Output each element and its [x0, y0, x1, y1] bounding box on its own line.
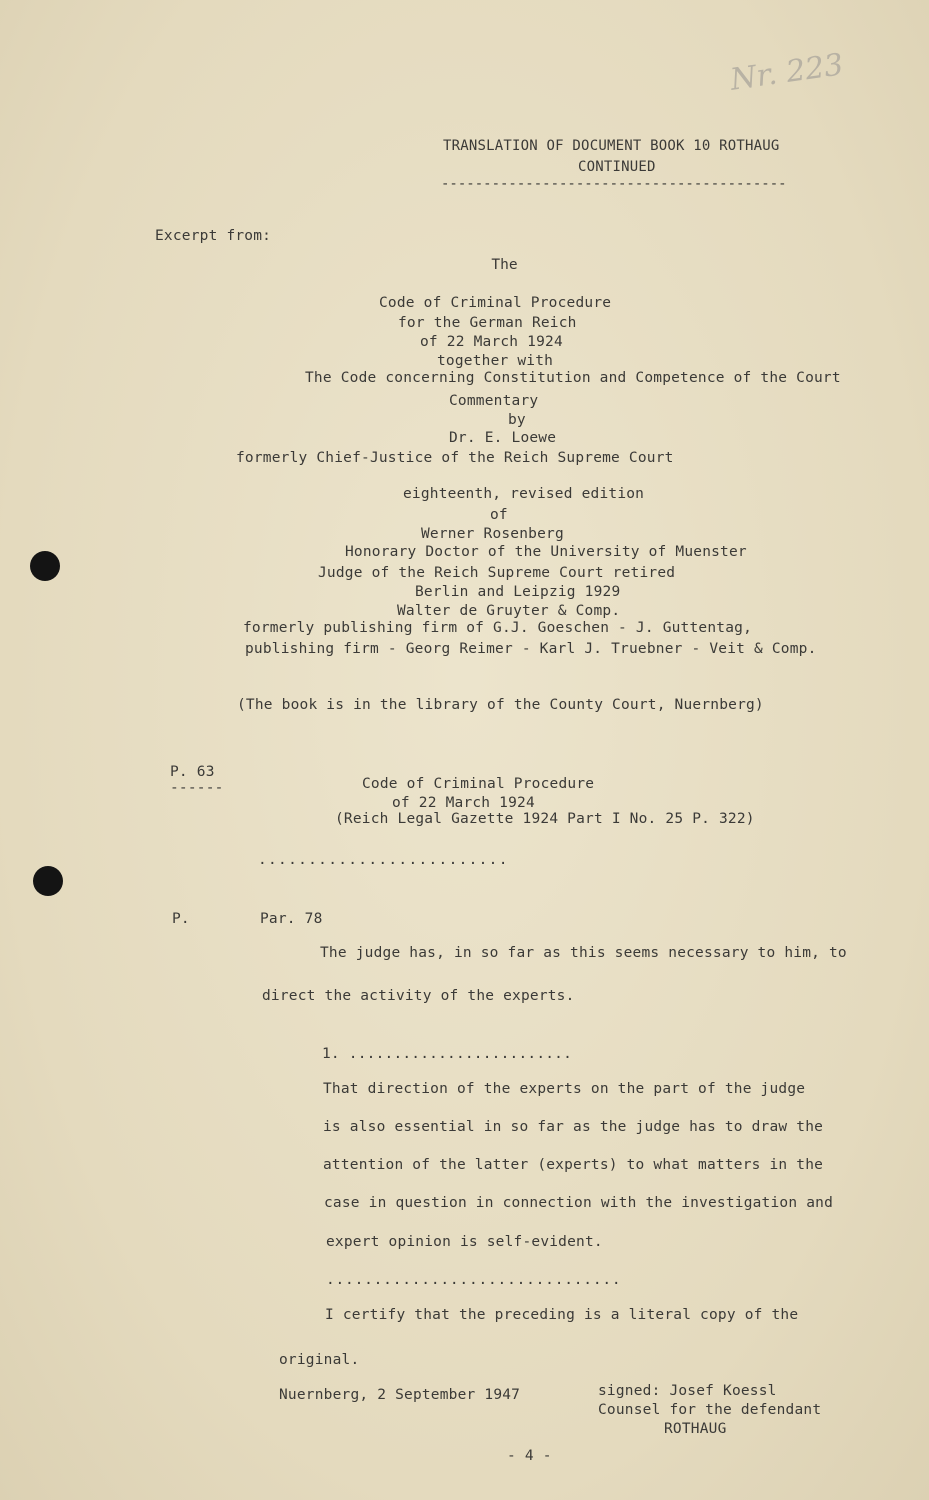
edition-line-editor: Werner Rosenberg: [421, 526, 564, 542]
title-line-together: together with: [437, 353, 554, 369]
certification-line2: original.: [279, 1352, 360, 1368]
title-the: The: [491, 257, 518, 273]
punch-hole-top: [30, 551, 60, 581]
p63-line-date: of 22 March 1924: [392, 795, 535, 811]
note-1-line4: case in question in connection with the investigation and: [324, 1195, 833, 1211]
title-line-by: by: [508, 412, 526, 428]
header-continued: CONTINUED: [578, 159, 656, 175]
note-1-line3: attention of the latter (experts) to what matters in the: [323, 1157, 824, 1173]
note-1-line2: is also essential in so far as the judge has to draw the: [323, 1119, 824, 1135]
title-line-formerly: formerly Chief-Justice of the Reich Supreme Court: [236, 450, 674, 466]
ellipsis-row-1: .........................: [258, 852, 509, 868]
note-1-label: 1. .........................: [322, 1046, 573, 1062]
title-line-code: Code of Criminal Procedure: [379, 295, 612, 311]
par-78-label: Par. 78: [260, 911, 323, 927]
signature-defendant: ROTHAUG: [664, 1421, 727, 1437]
page-number: - 4 -: [507, 1448, 552, 1464]
p63-line-gazette: (Reich Legal Gazette 1924 Part I No. 25 P. 322): [335, 811, 755, 827]
title-line-constitution: The Code concerning Constitution and Competence of the Court: [305, 370, 841, 386]
punch-hole-bottom: [33, 866, 63, 896]
edition-line-publisher: Walter de Gruyter & Comp.: [397, 603, 621, 619]
library-note: (The book is in the library of the County Court, Nuernberg): [237, 697, 764, 713]
header-rule: -----------------------------------------: [441, 176, 787, 192]
par-78-text-line2: direct the activity of the experts.: [262, 988, 575, 1004]
edition-line-firms: publishing firm - Georg Reimer - Karl J. Truebner - Veit & Comp.: [245, 641, 817, 657]
title-line-commentary: Commentary: [449, 393, 539, 409]
note-1-line5: expert opinion is self-evident.: [326, 1234, 603, 1250]
pencil-annotation: Nr. 223: [728, 47, 846, 98]
note-1-line1: That direction of the experts on the part of the judge: [323, 1081, 806, 1097]
page-ref-63: P. 63: [170, 764, 215, 780]
edition-line-of: of: [490, 507, 508, 523]
header-title: TRANSLATION OF DOCUMENT BOOK 10 ROTHAUG: [443, 138, 780, 154]
ellipsis-row-2: ...............................: [326, 1272, 622, 1288]
signature-line: signed: Josef Koessl: [598, 1383, 777, 1399]
place-and-date: Nuernberg, 2 September 1947: [279, 1387, 521, 1403]
excerpt-label: Excerpt from:: [155, 228, 272, 244]
edition-line-judge: Judge of the Reich Supreme Court retired: [318, 565, 676, 581]
edition-line-formerly-firm: formerly publishing firm of G.J. Goeschen - J. Guttentag,: [243, 620, 752, 636]
title-line-author: Dr. E. Loewe: [449, 430, 557, 446]
page-ref-63-underline: ------: [170, 780, 224, 796]
signature-role: Counsel for the defendant: [598, 1402, 822, 1418]
certification-line1: I certify that the preceding is a literal copy of the: [325, 1307, 799, 1323]
title-line-reich: for the German Reich: [398, 315, 577, 331]
edition-line-eighteenth: eighteenth, revised edition: [403, 486, 645, 502]
title-line-date: of 22 March 1924: [420, 334, 563, 350]
edition-line-honorary: Honorary Doctor of the University of Muenster: [345, 544, 747, 560]
p63-line-code: Code of Criminal Procedure: [362, 776, 595, 792]
par-78-text-line1: The judge has, in so far as this seems necessary to him, to: [320, 945, 847, 961]
edition-line-place: Berlin and Leipzig 1929: [415, 584, 621, 600]
page-ref-p: P.: [172, 911, 190, 927]
